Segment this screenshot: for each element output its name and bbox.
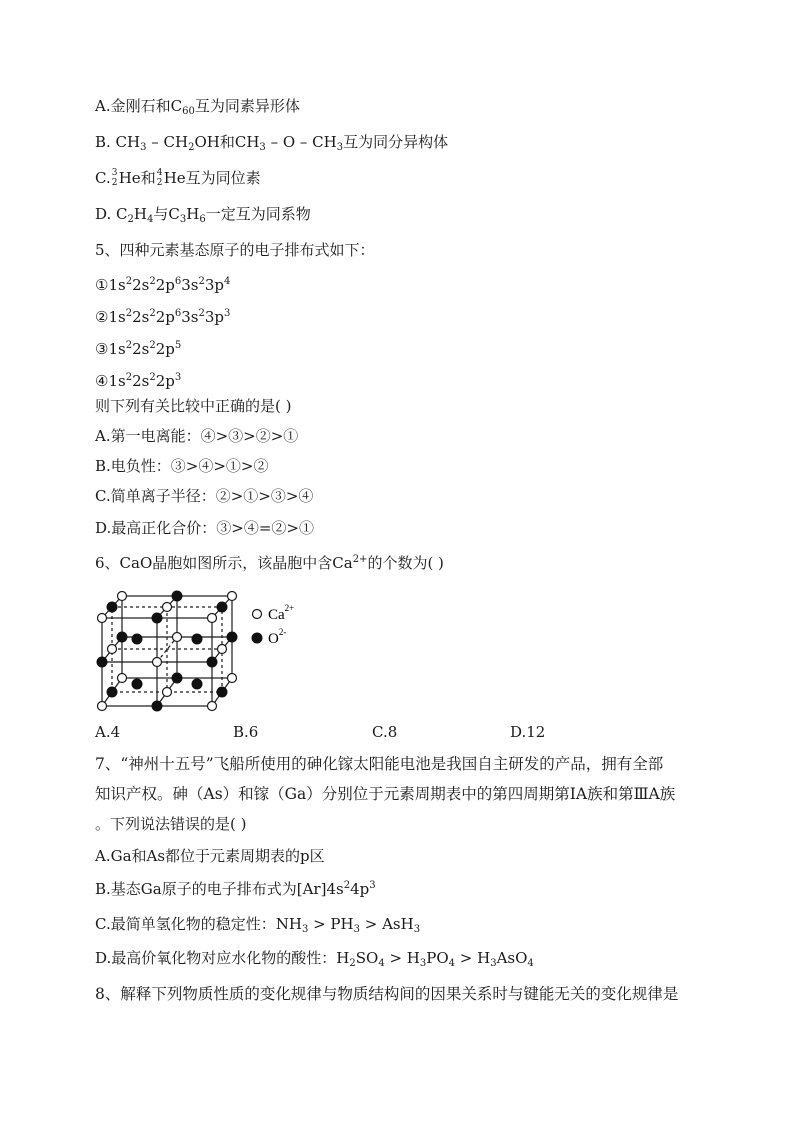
q5-config-1: $①1s^22s^22p^63s^23p^4$ [95,276,231,294]
q5-option-d: D.最高正化合价：③>④=②>① [95,519,314,537]
q4-option-d: D. $C_2H_4$与$C_3H_6$一定互为同系物 [95,205,311,225]
q5-option-b: B.电负性：③>④>①>② [95,457,269,475]
q5-stem: 5、四种元素基态原子的电子排布式如下： [95,241,375,259]
q7-option-a: A.Ga和As都位于元素周期表的p区 [95,847,325,865]
legend-ca-marker [253,610,262,619]
legend-o-marker [252,633,263,644]
q6-option-b: B.6 [233,723,259,741]
q5-config-4: $④1s^22s^22p^3$ [95,372,182,390]
q5-option-a: A.第一电离能：④>③>②>① [95,427,299,445]
q6-option-c: C.8 [372,723,398,741]
q4-option-a: A.金刚石和$C_{60}$互为同素异形体 [95,97,300,117]
q5-config-2: $②1s^22s^22p^63s^23p^3$ [95,308,231,326]
q7-stem-line2: 知识产权。砷（As）和镓（Ga）分别位于元素周期表中的第四周期第ⅠA族和第ⅢA族 [95,785,676,803]
legend-o-label: $O^{2-}$ [268,627,287,647]
q4-option-b: B. $CH_3 - CH_2OH$和$CH_3$ – O – $CH_3$互为同分异构体 [95,133,449,153]
q7-option-b: B.基态Ga原子的电子排布式为$[Ar]4s^24p^3$ [95,880,376,898]
q8-stem-line1: 8、解释下列物质性质的变化规律与物质结构间的因果关系时与键能无关的变化规律是 [95,985,679,1003]
q7-stem-line3: 。下列说法错误的是( ) [95,815,247,833]
q5-question: 则下列有关比较中正确的是( ) [95,397,292,415]
q7-stem-line1: 7、“神州十五号”飞船所使用的砷化镓太阳能电池是我国自主研发的产品，拥有全部 [95,755,664,773]
q7-option-c: C.最简单氢化物的稳定性：$NH_3 > PH_3 > AsH_3$ [95,915,421,935]
q6-option-a: A.4 [95,723,121,741]
q6-stem: 6、CaO晶胞如图所示，该晶胞中含$Ca^{2+}$的个数为( ) [95,554,444,572]
cao-crystal-cell-figure [92,588,312,714]
q4-option-c: C. 3 2 He和 4 2 He互为同位素 [95,168,261,188]
legend-ca-label: $Ca^{2+}$ [268,603,295,623]
q5-config-3: $③1s^22s^22p^5$ [95,340,182,358]
q7-option-d: D.最高价氧化物对应水化物的酸性：$H_2SO_4 > H_3PO_4 > H_3AsO_4$ [95,949,534,969]
q6-option-d: D.12 [510,723,546,741]
q5-option-c: C.简单离子半径：②>①>③>④ [95,487,314,505]
